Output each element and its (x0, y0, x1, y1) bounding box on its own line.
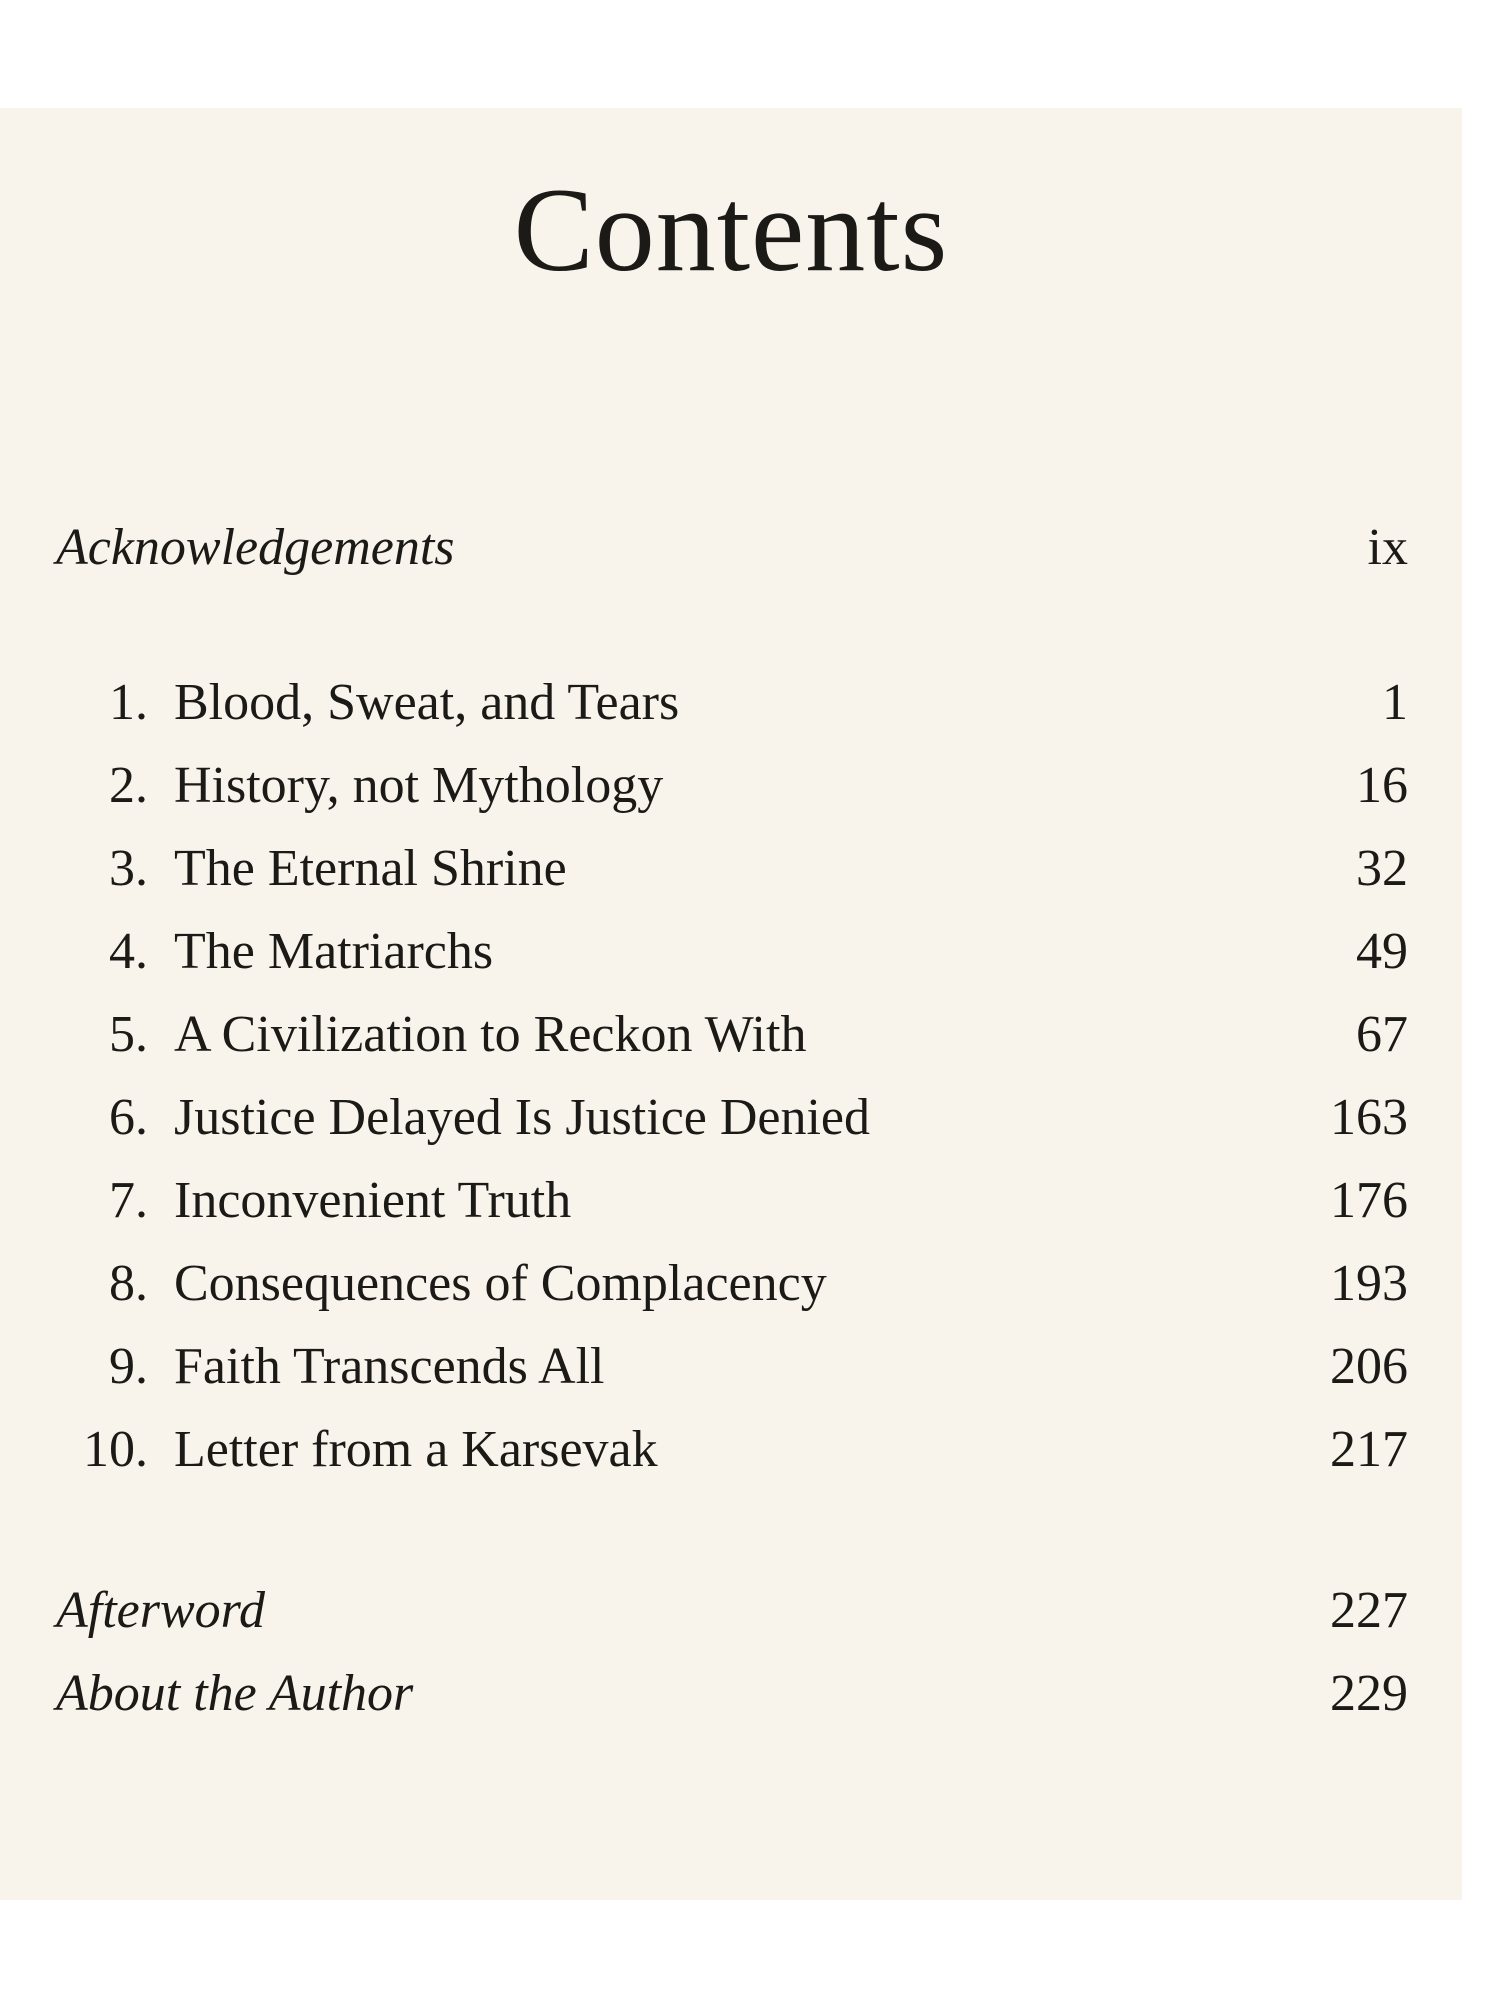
entry-page-number: 217 (1330, 1421, 1408, 1478)
entry-page-number: 227 (1330, 1582, 1408, 1639)
chapter-number: 10. (83, 1421, 148, 1478)
entry-label: The Eternal Shrine (174, 840, 567, 897)
toc-entry-chapter-7[interactable] (56, 1166, 1408, 1236)
toc-entry-chapter-2[interactable] (56, 751, 1408, 821)
entry-label: History, not Mythology (174, 757, 664, 814)
entry-label: Consequences of Complacency (174, 1255, 827, 1312)
toc-entry-chapter-4[interactable] (56, 917, 1408, 987)
toc-entry-chapter-9[interactable] (56, 1332, 1408, 1402)
entry-label: Faith Transcends All (174, 1338, 605, 1395)
toc-entry-about-the-author[interactable] (56, 1659, 1408, 1729)
entry-label: Acknowledgements (56, 519, 455, 576)
toc-entry-afterword[interactable] (56, 1576, 1408, 1646)
chapter-number: 3. (109, 840, 148, 897)
chapter-number: 1. (109, 674, 148, 731)
toc-entry-chapter-5[interactable] (56, 1000, 1408, 1070)
entry-page-number: 49 (1356, 923, 1408, 980)
entry-label: Letter from a Karsevak (174, 1421, 658, 1478)
chapter-number: 6. (109, 1089, 148, 1146)
chapter-number: 8. (109, 1255, 148, 1312)
entry-label: Afterword (56, 1582, 265, 1639)
chapter-number: 7. (109, 1172, 148, 1229)
entry-page-number: 229 (1330, 1665, 1408, 1722)
entry-page-number: 32 (1356, 840, 1408, 897)
entry-page-number: 16 (1356, 757, 1408, 814)
entry-label: Blood, Sweat, and Tears (174, 674, 680, 731)
entry-page-number: 163 (1330, 1089, 1408, 1146)
entry-label: About the Author (56, 1665, 414, 1722)
toc-entry-chapter-6[interactable] (56, 1083, 1408, 1153)
entry-page-number: 193 (1330, 1255, 1408, 1312)
page-title: Contents (513, 163, 949, 296)
entry-label: Justice Delayed Is Justice Denied (174, 1089, 871, 1146)
chapter-number: 5. (109, 1006, 148, 1063)
book-page (0, 108, 1462, 1900)
entry-label: A Civilization to Reckon With (174, 1006, 807, 1063)
chapter-number: 2. (109, 757, 148, 814)
entry-page-number: ix (1367, 519, 1408, 576)
chapter-number: 4. (109, 923, 148, 980)
chapter-number: 9. (109, 1338, 148, 1395)
entry-page-number: 176 (1330, 1172, 1408, 1229)
entry-page-number: 206 (1330, 1338, 1408, 1395)
toc-entry-acknowledgements[interactable] (56, 513, 1408, 583)
toc-entry-chapter-10[interactable] (56, 1415, 1408, 1485)
entry-page-number: 1 (1382, 674, 1408, 731)
entry-page-number: 67 (1356, 1006, 1408, 1063)
toc-entry-chapter-8[interactable] (56, 1249, 1408, 1319)
toc-entry-chapter-1[interactable] (56, 668, 1408, 738)
toc-entry-chapter-3[interactable] (56, 834, 1408, 904)
entry-label: Inconvenient Truth (174, 1172, 572, 1229)
entry-label: The Matriarchs (174, 923, 494, 980)
